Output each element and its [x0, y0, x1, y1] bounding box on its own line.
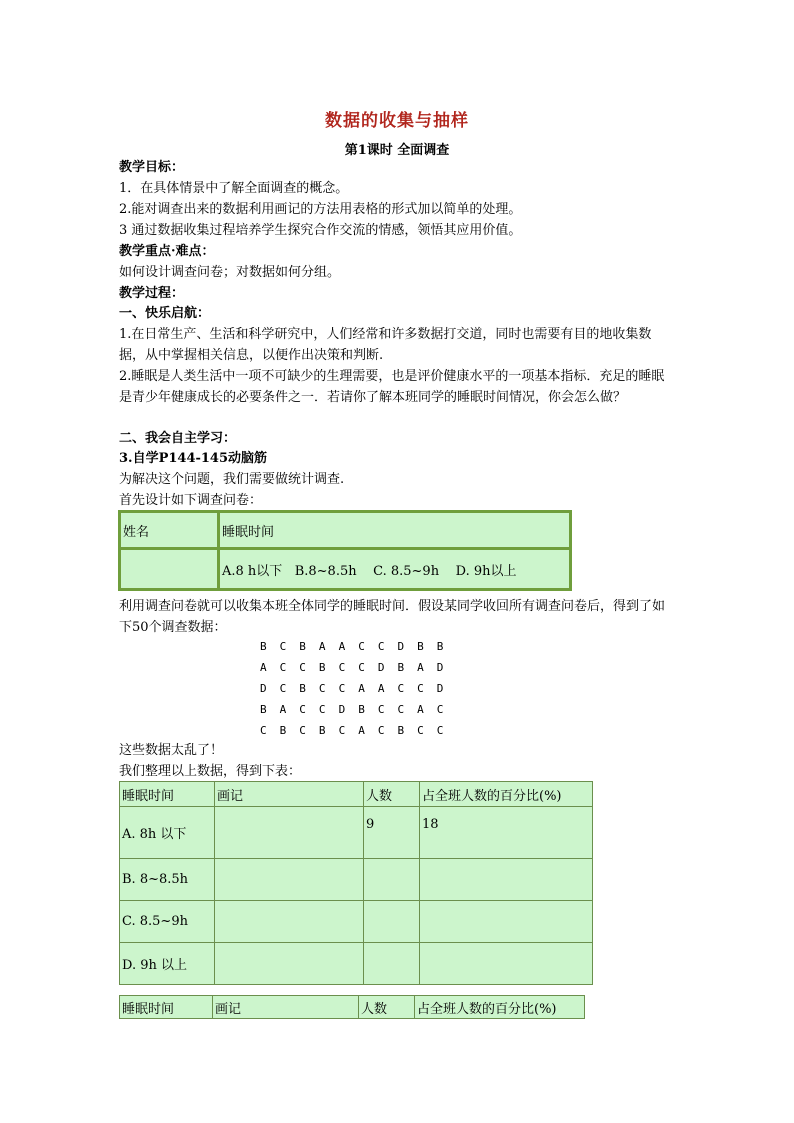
row-label: A. 8h 以下	[120, 807, 215, 859]
survey-data-row: B A C C D B C C A C	[260, 703, 447, 716]
table-row	[120, 859, 593, 901]
questionnaire-table	[118, 510, 572, 591]
name-input-cell	[120, 549, 219, 590]
table-header: 画记	[213, 996, 359, 1019]
table-row	[120, 807, 593, 859]
sleep-data-table-2	[119, 995, 585, 1019]
section-heading: 二、我会自主学习：	[119, 431, 237, 446]
page-title: 数据的收集与抽样	[325, 111, 469, 131]
messy-note: 这些数据太乱了！	[119, 743, 224, 758]
table-header: 人数	[359, 996, 415, 1019]
sleep-label-cell: 睡眠时间	[219, 512, 571, 549]
key-points-text: 如何设计调查问卷；对数据如何分组。	[119, 265, 341, 280]
row-label: B. 8~8.5h	[120, 859, 215, 901]
row-label: D. 9h 以上	[120, 943, 215, 985]
row-tally	[215, 901, 364, 943]
table-row	[120, 901, 593, 943]
survey-data-row: B C B A A C C D B B	[260, 640, 447, 653]
survey-data-row: D C B C C A A C C D	[260, 682, 447, 695]
row-count	[364, 901, 420, 943]
self-study-line: 3.自学P144-145动脑筋	[119, 451, 268, 466]
table-header: 睡眠时间	[120, 996, 213, 1019]
section-heading: 一、快乐启航：	[119, 306, 211, 321]
paragraph-line: 首先设计如下调查问卷：	[119, 493, 263, 508]
table-header: 睡眠时间	[120, 782, 215, 807]
key-points-heading: 教学重点·难点：	[119, 244, 215, 259]
table-header: 占全班人数的百分比(%)	[415, 996, 585, 1019]
organize-note: 我们整理以上数据，得到下表：	[119, 764, 302, 779]
row-percent	[420, 901, 593, 943]
row-percent: 18	[420, 807, 593, 859]
row-count	[364, 859, 420, 901]
survey-data-row: C B C B C A C B C C	[260, 724, 447, 737]
table-header: 占全班人数的百分比(%)	[420, 782, 593, 807]
paragraph: 1.在日常生产、生活和科学研究中，人们经常和许多数据打交道，同时也需要有目的地收集数据，从中掌握相关信息，以便作出决策和判断.	[119, 327, 652, 363]
process-heading: 教学过程：	[119, 286, 185, 301]
name-label-cell: 姓名	[120, 512, 219, 549]
row-label: C. 8.5~9h	[120, 901, 215, 943]
paragraph-line: 为解决这个问题，我们需要做统计调查.	[119, 472, 345, 487]
paragraph: 2.睡眠是人类生活中一项不可缺少的生理需要，也是评价健康水平的一项基本指标．充足的睡眠是青少年健康成长的必要条件之一．若请你了解本班同学的睡眠时间情况，你会怎么做？	[119, 369, 665, 405]
row-tally	[215, 859, 364, 901]
table-header: 人数	[364, 782, 420, 807]
paragraph: 利用调查问卷就可以收集本班全体同学的睡眠时间．假设某同学收回所有调查问卷后，得到了如下50个调查数据：	[119, 599, 666, 635]
objective-item: 2.能对调查出来的数据利用画记的方法用表格的形式加以简单的处理。	[119, 202, 522, 217]
sleep-options-cell: A.8 h以下 B.8~8.5h C. 8.5~9h D. 9h以上	[219, 549, 571, 590]
lesson-subtitle: 第1课时 全面调查	[344, 143, 450, 158]
survey-data-row: A C C B C C D B A D	[260, 661, 447, 674]
objective-item: 1．在具体情景中了解全面调查的概念。	[119, 181, 349, 196]
row-count	[364, 943, 420, 985]
objectives-heading: 教学目标：	[119, 160, 185, 175]
row-count: 9	[364, 807, 420, 859]
table-header: 画记	[215, 782, 364, 807]
objective-item: 3 通过数据收集过程培养学生探究合作交流的情感，领悟其应用价值。	[119, 223, 522, 238]
row-tally	[215, 807, 364, 859]
row-tally	[215, 943, 364, 985]
row-percent	[420, 943, 593, 985]
row-percent	[420, 859, 593, 901]
sleep-data-table	[119, 781, 593, 985]
table-row	[120, 943, 593, 985]
